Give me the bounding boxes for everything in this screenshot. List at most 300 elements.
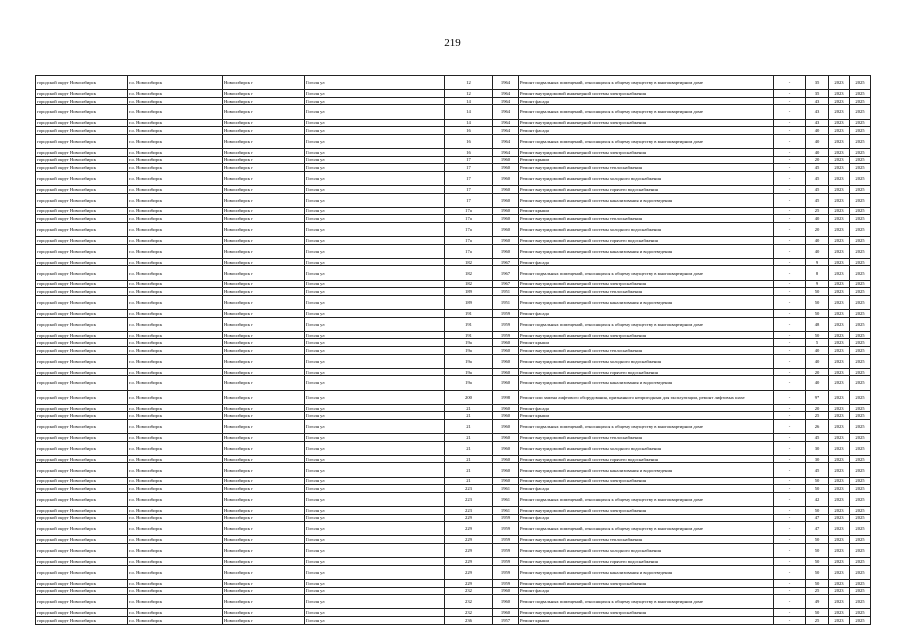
table-cell: 1961 <box>493 485 519 493</box>
table-row <box>36 339 871 347</box>
table-cell: Ремонт внутридомовой инженерной системы холодного водоснабжения <box>519 544 774 558</box>
table-cell: Гоголя ул <box>305 609 445 617</box>
table-cell: - <box>774 244 806 258</box>
table-cell: 1960 <box>493 354 519 368</box>
table-cell: 1960 <box>493 368 519 376</box>
table-cell: Гоголя ул <box>305 164 445 172</box>
table-cell: 2025 <box>850 609 871 617</box>
table-cell: городской округ Новосибирск <box>36 565 128 579</box>
table-cell: Ремонт внутридомовой инженерной системы горячего водоснабжения <box>519 237 774 245</box>
table-cell: 1961 <box>493 507 519 515</box>
table-cell: Новосибирск г <box>223 215 305 223</box>
table-cell: - <box>774 419 806 433</box>
table-cell: Ремонт фасада <box>519 310 774 318</box>
table-cell: - <box>774 295 806 309</box>
table-cell: 2025 <box>850 171 871 185</box>
table-cell: 16 <box>445 148 493 156</box>
table-cell: Ремонт внутридомовой инженерной системы холодного водоснабжения <box>519 354 774 368</box>
table-cell: 43 <box>806 97 829 105</box>
table-cell: 48 <box>806 317 829 331</box>
table-cell: Ремонт внутридомовой инженерной системы электроснабжения <box>519 90 774 98</box>
table-cell: 21 <box>445 404 493 412</box>
table-cell: г.о. Новосибирск <box>128 258 223 266</box>
table-row <box>36 317 871 331</box>
table-cell: Новосибирск г <box>223 331 305 339</box>
table-row <box>36 595 871 609</box>
table-cell: 17а <box>445 244 493 258</box>
table-cell: г.о. Новосибирск <box>128 134 223 148</box>
table-cell: - <box>774 485 806 493</box>
table-cell: 50 <box>806 507 829 515</box>
table-cell: 2025 <box>850 595 871 609</box>
table-cell: - <box>774 258 806 266</box>
table-cell: Новосибирск г <box>223 156 305 164</box>
table-cell: 2023 <box>829 76 850 90</box>
table-cell: Ремонт фасада <box>519 404 774 412</box>
table-cell: - <box>774 587 806 595</box>
table-cell: 189 <box>445 288 493 296</box>
table-cell: 50 <box>806 579 829 587</box>
table-row <box>36 485 871 493</box>
table-cell: 1960 <box>493 346 519 354</box>
table-cell: 1960 <box>493 156 519 164</box>
table-cell: 19а <box>445 354 493 368</box>
table-cell: Ремонт внутридомовой инженерной системы электроснабжения <box>519 148 774 156</box>
table-cell: - <box>774 441 806 455</box>
table-cell: городской округ Новосибирск <box>36 390 128 404</box>
table-cell: Ремонт внутридомовой инженерной системы горячего водоснабжения <box>519 368 774 376</box>
table-cell: городской округ Новосибирск <box>36 514 128 522</box>
table-cell: 1960 <box>493 609 519 617</box>
table-cell: 2025 <box>850 368 871 376</box>
table-cell: 8 <box>806 266 829 280</box>
table-cell: 49 <box>806 595 829 609</box>
table-cell: 2025 <box>850 455 871 463</box>
table-cell: городской округ Новосибирск <box>36 434 128 442</box>
table-cell: Гоголя ул <box>305 412 445 420</box>
table-cell: г.о. Новосибирск <box>128 595 223 609</box>
table-cell: Ремонт фасада <box>519 587 774 595</box>
table-cell: 30 <box>806 455 829 463</box>
table-cell: 2023 <box>829 185 850 193</box>
table-cell: - <box>774 376 806 390</box>
table-cell: Гоголя ул <box>305 346 445 354</box>
table-row <box>36 171 871 185</box>
table-cell: 1960 <box>493 463 519 477</box>
table-row <box>36 463 871 477</box>
table-cell: 2023 <box>829 354 850 368</box>
table-cell: - <box>774 215 806 223</box>
table-cell: 2025 <box>850 477 871 485</box>
table-cell: 2023 <box>829 544 850 558</box>
table-row <box>36 609 871 617</box>
table-cell: 2023 <box>829 390 850 404</box>
table-cell: Гоголя ул <box>305 266 445 280</box>
table-cell: 2025 <box>850 317 871 331</box>
table-cell: 50 <box>806 288 829 296</box>
table-cell: Ремонт подвальных помещений, относящихся к общему имуществу в многоквартирном доме <box>519 522 774 536</box>
table-cell: Ремонт фасада <box>519 485 774 493</box>
table-cell: городской округ Новосибирск <box>36 148 128 156</box>
table-cell: г.о. Новосибирск <box>128 76 223 90</box>
table-cell: Гоголя ул <box>305 492 445 506</box>
table-cell: 19а <box>445 339 493 347</box>
table-cell: 1964 <box>493 119 519 127</box>
table-cell: - <box>774 609 806 617</box>
table-cell: 229 <box>445 544 493 558</box>
table-cell: 50 <box>806 544 829 558</box>
table-cell: 2023 <box>829 164 850 172</box>
table-cell: 1959 <box>493 544 519 558</box>
table-cell: 40 <box>806 215 829 223</box>
table-cell: Ремонт внутридомовой инженерной системы теплоснабжения <box>519 536 774 544</box>
table-cell: Гоголя ул <box>305 579 445 587</box>
table-row <box>36 288 871 296</box>
table-cell: - <box>774 368 806 376</box>
table-cell: Новосибирск г <box>223 579 305 587</box>
table-cell: Новосибирск г <box>223 419 305 433</box>
table-cell: 2025 <box>850 354 871 368</box>
table-cell: Гоголя ул <box>305 390 445 404</box>
table-cell: Новосибирск г <box>223 616 305 624</box>
table-cell: Ремонт или замена лифтового оборудования, признанного непригодным для эксплуатации, ремонт лифтовых шахт <box>519 390 774 404</box>
table-cell: Новосибирск г <box>223 412 305 420</box>
table-cell: г.о. Новосибирск <box>128 164 223 172</box>
table-cell: Гоголя ул <box>305 215 445 223</box>
table-cell: г.о. Новосибирск <box>128 185 223 193</box>
table-cell: Новосибирск г <box>223 565 305 579</box>
table-cell: - <box>774 237 806 245</box>
table-cell: 1964 <box>493 134 519 148</box>
table-cell: городской округ Новосибирск <box>36 90 128 98</box>
table-cell: 2025 <box>850 134 871 148</box>
table-cell: 14 <box>445 105 493 119</box>
table-cell: - <box>774 595 806 609</box>
table-cell: 1960 <box>493 164 519 172</box>
table-cell: Новосибирск г <box>223 295 305 309</box>
table-row <box>36 215 871 223</box>
table-cell: г.о. Новосибирск <box>128 310 223 318</box>
table-cell: 2025 <box>850 310 871 318</box>
table-cell: Новосибирск г <box>223 587 305 595</box>
table-cell: 9* <box>806 390 829 404</box>
table-cell: городской округ Новосибирск <box>36 419 128 433</box>
table-cell: 14 <box>445 97 493 105</box>
table-cell: Гоголя ул <box>305 463 445 477</box>
table-cell: 1960 <box>493 237 519 245</box>
table-row <box>36 544 871 558</box>
table-cell: городской округ Новосибирск <box>36 266 128 280</box>
table-cell: г.о. Новосибирск <box>128 354 223 368</box>
table-cell: г.о. Новосибирск <box>128 485 223 493</box>
table-cell: 2023 <box>829 492 850 506</box>
table-cell: 20 <box>806 222 829 236</box>
table-cell: г.о. Новосибирск <box>128 171 223 185</box>
table-cell: 2023 <box>829 412 850 420</box>
table-cell: Новосибирск г <box>223 544 305 558</box>
table-cell: городской округ Новосибирск <box>36 485 128 493</box>
table-cell: 191 <box>445 317 493 331</box>
table-cell: городской округ Новосибирск <box>36 441 128 455</box>
table-cell: 25 <box>806 207 829 215</box>
table-cell: Новосибирск г <box>223 514 305 522</box>
table-cell: - <box>774 266 806 280</box>
table-row <box>36 434 871 442</box>
table-cell: 1967 <box>493 258 519 266</box>
table-cell: 45 <box>806 434 829 442</box>
table-cell: Ремонт внутридомовой инженерной системы теплоснабжения <box>519 288 774 296</box>
table-cell: 25 <box>806 616 829 624</box>
table-cell: 50 <box>806 331 829 339</box>
table-cell: 2025 <box>850 346 871 354</box>
table-cell: 200 <box>445 390 493 404</box>
table-cell: Новосибирск г <box>223 171 305 185</box>
table-cell: 2023 <box>829 441 850 455</box>
table-cell: городской округ Новосибирск <box>36 331 128 339</box>
table-cell: Новосибирск г <box>223 185 305 193</box>
table-cell: 2025 <box>850 156 871 164</box>
table-cell: 1960 <box>493 587 519 595</box>
table-row <box>36 76 871 90</box>
table-cell: 2023 <box>829 587 850 595</box>
table-cell: г.о. Новосибирск <box>128 463 223 477</box>
table-cell: 2023 <box>829 368 850 376</box>
table-cell: 30 <box>806 441 829 455</box>
table-cell: 232 <box>445 609 493 617</box>
table-cell: Ремонт подвальных помещений, относящихся к общему имуществу в многоквартирном доме <box>519 105 774 119</box>
table-cell: Ремонт внутридомовой инженерной системы горячего водоснабжения <box>519 185 774 193</box>
table-cell: 2025 <box>850 404 871 412</box>
table-cell: Гоголя ул <box>305 331 445 339</box>
table-cell: Новосибирск г <box>223 310 305 318</box>
table-cell: Новосибирск г <box>223 455 305 463</box>
table-cell: 45 <box>806 193 829 207</box>
table-cell: 2023 <box>829 404 850 412</box>
table-cell: 25 <box>806 587 829 595</box>
table-cell: г.о. Новосибирск <box>128 193 223 207</box>
table-cell: 2023 <box>829 207 850 215</box>
table-cell: г.о. Новосибирск <box>128 434 223 442</box>
table-cell: городской округ Новосибирск <box>36 215 128 223</box>
table-cell: 50 <box>806 536 829 544</box>
table-cell: Ремонт крыши <box>519 616 774 624</box>
table-row <box>36 565 871 579</box>
table-cell: городской округ Новосибирск <box>36 288 128 296</box>
table-cell: 20 <box>806 368 829 376</box>
table-cell: 47 <box>806 522 829 536</box>
table-cell: г.о. Новосибирск <box>128 587 223 595</box>
table-cell: 25 <box>806 412 829 420</box>
table-cell: - <box>774 288 806 296</box>
page-number: 219 <box>444 37 461 49</box>
table-cell: 1960 <box>493 215 519 223</box>
table-cell: 2023 <box>829 119 850 127</box>
table-cell: Ремонт фасада <box>519 127 774 135</box>
table-cell: Гоголя ул <box>305 90 445 98</box>
table-cell: - <box>774 522 806 536</box>
table-cell: 1960 <box>493 412 519 420</box>
table-row <box>36 237 871 245</box>
table-cell: 2025 <box>850 105 871 119</box>
table-cell: Гоголя ул <box>305 207 445 215</box>
table-cell: г.о. Новосибирск <box>128 616 223 624</box>
table-row <box>36 207 871 215</box>
table-cell: 43 <box>806 119 829 127</box>
table-cell: Гоголя ул <box>305 616 445 624</box>
table-cell: - <box>774 127 806 135</box>
table-cell: - <box>774 492 806 506</box>
table-cell: 182 <box>445 280 493 288</box>
table-cell: 1959 <box>493 565 519 579</box>
table-cell: Гоголя ул <box>305 237 445 245</box>
table-cell: городской округ Новосибирск <box>36 455 128 463</box>
table-cell: - <box>774 579 806 587</box>
table-cell: 1964 <box>493 97 519 105</box>
table-cell: 40 <box>806 127 829 135</box>
table-cell: г.о. Новосибирск <box>128 412 223 420</box>
table-cell: 45 <box>806 463 829 477</box>
table-cell: 17 <box>445 193 493 207</box>
table-cell: Ремонт внутридомовой инженерной системы холодного водоснабжения <box>519 171 774 185</box>
table-cell: г.о. Новосибирск <box>128 97 223 105</box>
table-cell: 2025 <box>850 522 871 536</box>
table-cell: 229 <box>445 558 493 566</box>
table-cell: - <box>774 565 806 579</box>
table-cell: Новосибирск г <box>223 164 305 172</box>
table-cell: Гоголя ул <box>305 295 445 309</box>
table-cell: 47 <box>806 514 829 522</box>
table-cell: Гоголя ул <box>305 310 445 318</box>
table-cell: 182 <box>445 266 493 280</box>
table-cell: 2023 <box>829 280 850 288</box>
table-cell: 2023 <box>829 105 850 119</box>
table-cell: г.о. Новосибирск <box>128 441 223 455</box>
table-cell: 43 <box>806 105 829 119</box>
table-cell: 2025 <box>850 616 871 624</box>
table-cell: Ремонт внутридомовой инженерной системы электроснабжения <box>519 119 774 127</box>
table-cell: 2025 <box>850 558 871 566</box>
table-cell: 2023 <box>829 295 850 309</box>
table-cell: 21 <box>445 455 493 463</box>
table-cell: Новосибирск г <box>223 522 305 536</box>
table-cell: 2025 <box>850 222 871 236</box>
table-cell: 2023 <box>829 595 850 609</box>
table-cell: Гоголя ул <box>305 565 445 579</box>
table-cell: городской округ Новосибирск <box>36 368 128 376</box>
table-row <box>36 97 871 105</box>
table-cell: Ремонт внутридомовой инженерной системы канализования и водоотведения <box>519 376 774 390</box>
table-row <box>36 119 871 127</box>
table-cell: Новосибирск г <box>223 266 305 280</box>
table-cell: 1960 <box>493 595 519 609</box>
table-cell: 17а <box>445 215 493 223</box>
table-cell: 2023 <box>829 579 850 587</box>
table-row <box>36 616 871 624</box>
table-cell: 1960 <box>493 339 519 347</box>
table-row <box>36 368 871 376</box>
table-cell: 229 <box>445 565 493 579</box>
table-cell: Гоголя ул <box>305 148 445 156</box>
table-cell: - <box>774 331 806 339</box>
table-cell: 229 <box>445 579 493 587</box>
table-cell: Гоголя ул <box>305 404 445 412</box>
table-cell: 17а <box>445 237 493 245</box>
table-cell: - <box>774 317 806 331</box>
table-cell: 1961 <box>493 492 519 506</box>
table-cell: городской округ Новосибирск <box>36 156 128 164</box>
table-cell: г.о. Новосибирск <box>128 339 223 347</box>
table-cell: 2025 <box>850 258 871 266</box>
table-row <box>36 390 871 404</box>
table-cell: 9 <box>806 258 829 266</box>
table-cell: Гоголя ул <box>305 280 445 288</box>
table-cell: 2023 <box>829 134 850 148</box>
table-cell: 2023 <box>829 310 850 318</box>
table-cell: Новосибирск г <box>223 492 305 506</box>
table-cell: 2025 <box>850 507 871 515</box>
table-cell: 2023 <box>829 346 850 354</box>
table-cell: 2025 <box>850 148 871 156</box>
table-cell: 229 <box>445 514 493 522</box>
table-cell: - <box>774 434 806 442</box>
table-cell: городской округ Новосибирск <box>36 376 128 390</box>
table-cell: Новосибирск г <box>223 477 305 485</box>
table-cell: Гоголя ул <box>305 222 445 236</box>
table-cell: 2025 <box>850 579 871 587</box>
table-cell: 2023 <box>829 266 850 280</box>
table-cell: 2025 <box>850 514 871 522</box>
table-cell: Ремонт фасада <box>519 258 774 266</box>
table-cell: Ремонт внутридомовой инженерной системы теплоснабжения <box>519 215 774 223</box>
table-cell: Новосибирск г <box>223 595 305 609</box>
table-cell: 1951 <box>493 295 519 309</box>
table-cell: городской округ Новосибирск <box>36 119 128 127</box>
table-cell: Новосибирск г <box>223 148 305 156</box>
table-cell: Гоголя ул <box>305 258 445 266</box>
table-cell: Ремонт крыши <box>519 412 774 420</box>
table-cell: 2023 <box>829 565 850 579</box>
table-cell: городской округ Новосибирск <box>36 477 128 485</box>
table-cell: 1960 <box>493 477 519 485</box>
table-cell: 17 <box>445 171 493 185</box>
table-cell: 2025 <box>850 76 871 90</box>
table-cell: 21 <box>445 419 493 433</box>
table-cell: 223 <box>445 507 493 515</box>
table-cell: 21 <box>445 412 493 420</box>
table-row <box>36 185 871 193</box>
table-cell: г.о. Новосибирск <box>128 565 223 579</box>
table-cell: - <box>774 164 806 172</box>
table-cell: 1959 <box>493 579 519 587</box>
table-cell: 2023 <box>829 434 850 442</box>
table-cell: 2025 <box>850 237 871 245</box>
table-cell: Гоголя ул <box>305 485 445 493</box>
table-cell: Гоголя ул <box>305 354 445 368</box>
table-cell: городской округ Новосибирск <box>36 76 128 90</box>
table-cell: - <box>774 171 806 185</box>
table-cell: городской округ Новосибирск <box>36 463 128 477</box>
table-cell: - <box>774 339 806 347</box>
table-cell: Ремонт внутридомовой инженерной системы теплоснабжения <box>519 346 774 354</box>
table-cell: г.о. Новосибирск <box>128 376 223 390</box>
table-cell: г.о. Новосибирск <box>128 156 223 164</box>
table-row <box>36 404 871 412</box>
table-cell: Ремонт подвальных помещений, относящихся к общему имуществу в многоквартирном доме <box>519 76 774 90</box>
table-cell: 50 <box>806 477 829 485</box>
table-cell: 2025 <box>850 127 871 135</box>
table-cell: 2023 <box>829 90 850 98</box>
table-cell: 1964 <box>493 76 519 90</box>
